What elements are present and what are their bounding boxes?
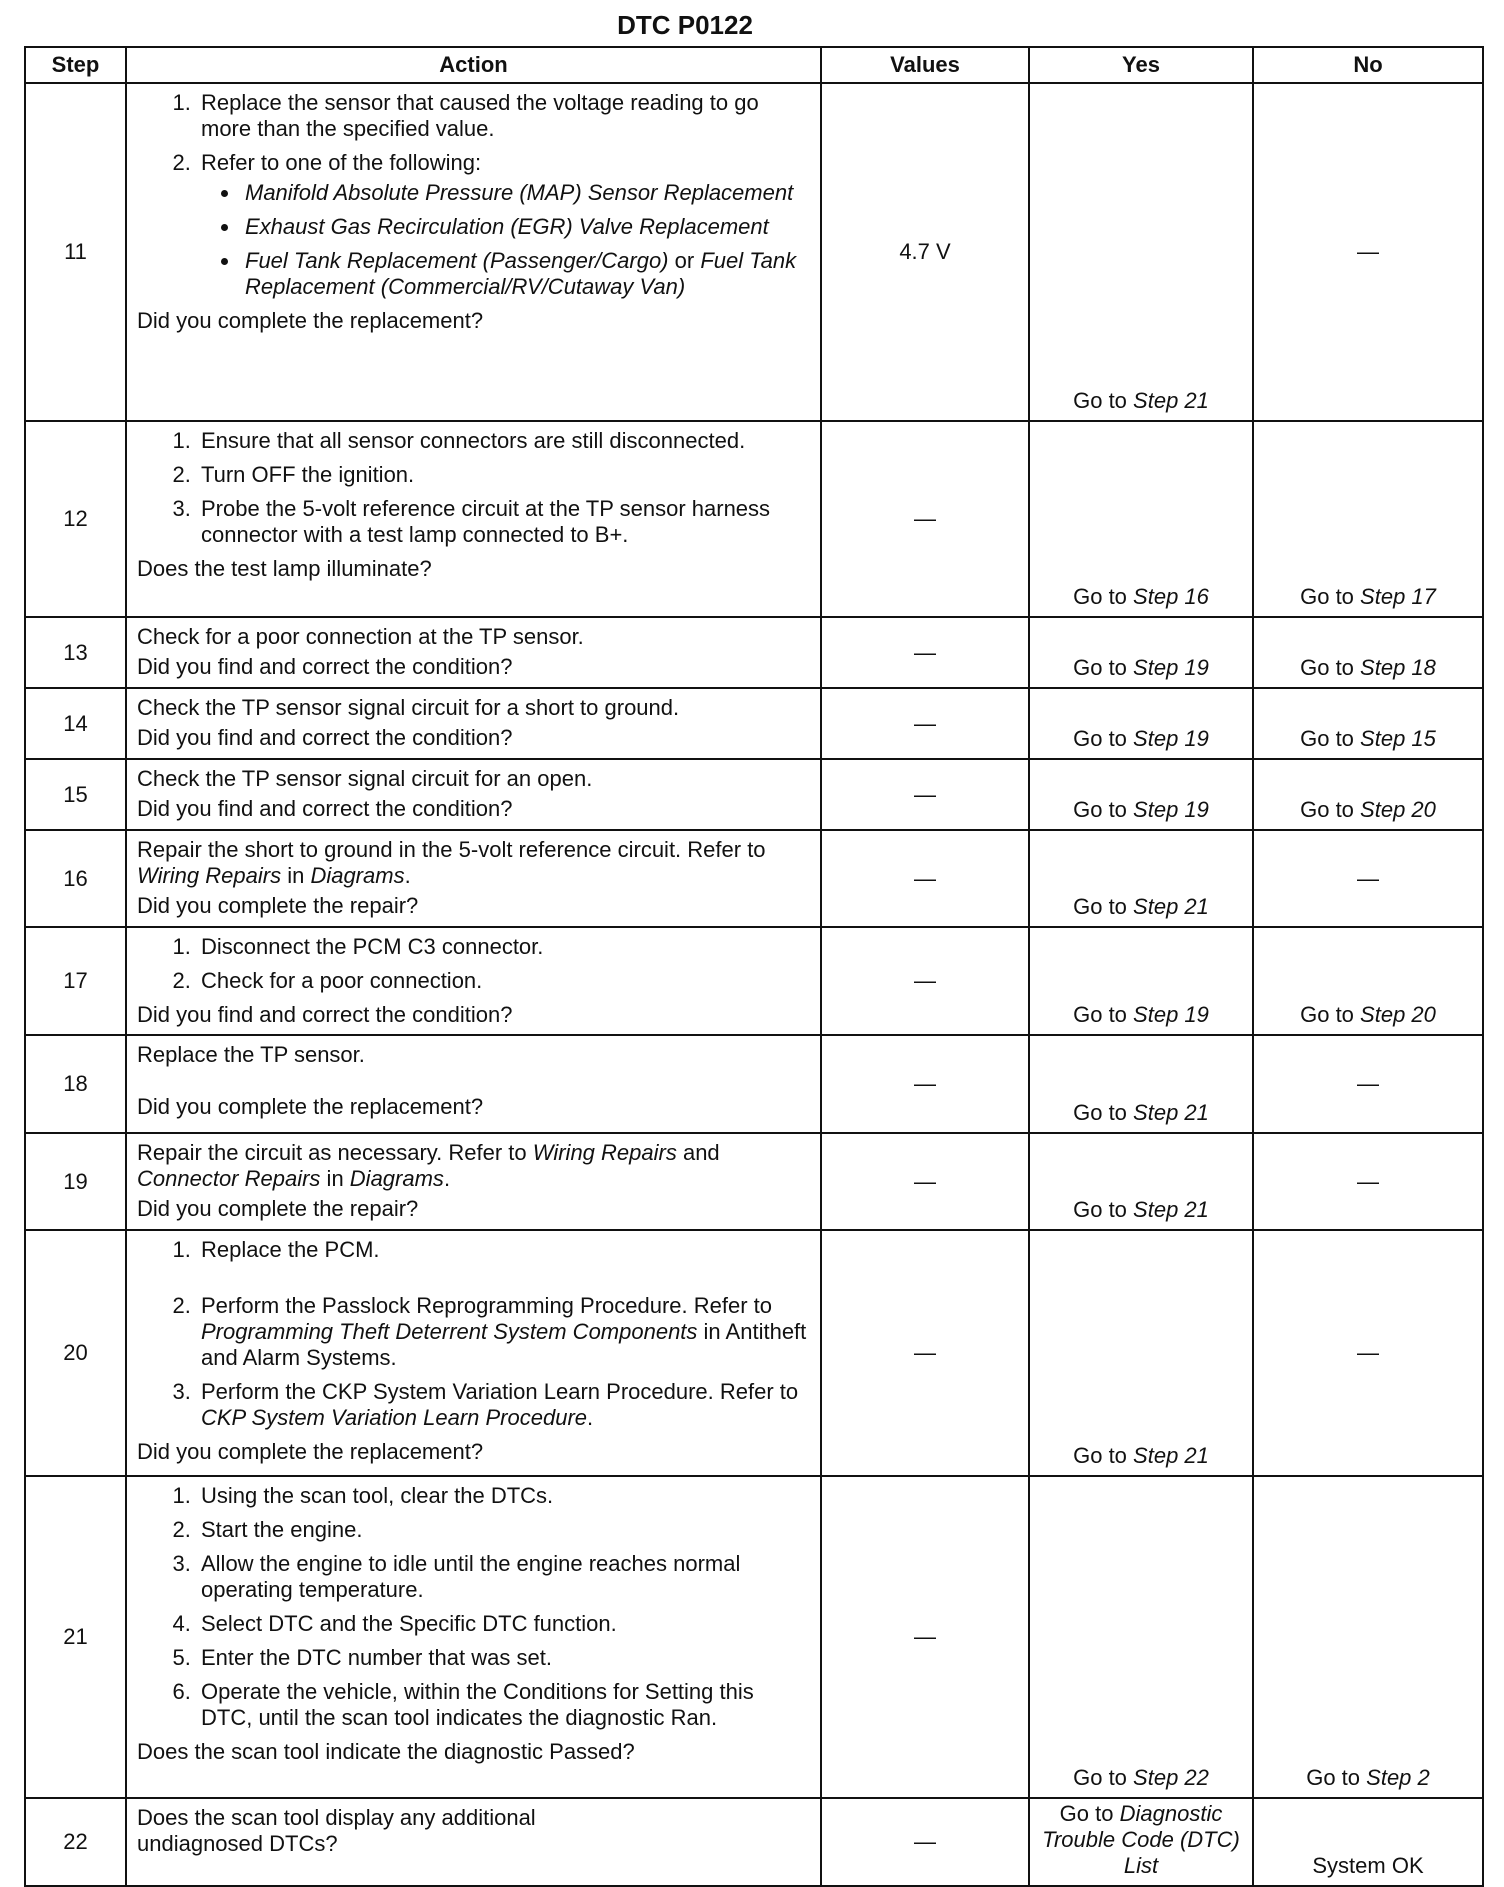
step-link[interactable]: Step 21: [1133, 1197, 1209, 1222]
header-values: Values: [821, 47, 1029, 83]
go-to-label: Go to: [1073, 1100, 1127, 1125]
go-to-label: Go to: [1073, 655, 1127, 680]
table-row: [25, 1798, 1483, 1886]
go-to-label: Go to: [1073, 1197, 1127, 1222]
go-to-label: Go to: [1300, 1002, 1354, 1027]
go-to-label: Go to: [1306, 1765, 1361, 1790]
action-text-part: and: [676, 1140, 720, 1165]
step-number: 14: [25, 688, 126, 759]
step-link[interactable]: Step 20: [1360, 1002, 1436, 1027]
question-text: Did you complete the replacement?: [137, 1439, 484, 1464]
action-cell: [126, 1133, 821, 1230]
step-link[interactable]: Step 21: [1133, 1443, 1209, 1468]
value-cell: —: [821, 1035, 1029, 1133]
step-link[interactable]: Step 19: [1133, 726, 1209, 751]
reference-link[interactable]: Diagrams: [310, 863, 405, 888]
go-to-label: Go to: [1059, 1801, 1114, 1826]
go-to-label: Go to: [1300, 655, 1354, 680]
yes-cell: [1029, 1133, 1253, 1230]
value-cell: —: [821, 927, 1029, 1035]
go-to-label: Go to: [1073, 388, 1127, 413]
header-no: No: [1253, 47, 1483, 83]
yes-cell: [1029, 1798, 1253, 1886]
action-step: 3. Allow the engine to idle until the engine reaches normal operating temperature.: [197, 1551, 810, 1603]
action-step: [197, 150, 810, 300]
step-link[interactable]: Step 18: [1360, 655, 1436, 680]
action-step: 1. Replace the sensor that caused the voltage reading to go more than the specified value.: [197, 90, 810, 142]
action-step: 2. Turn OFF the ignition.: [197, 462, 810, 488]
value-cell: —: [821, 1476, 1029, 1798]
question-text: Did you find and correct the condition?: [137, 725, 513, 750]
yes-cell: [1029, 1476, 1253, 1798]
step-link[interactable]: Step 21: [1133, 1100, 1209, 1125]
action-text-part: Perform the Passlock Reprogramming Procedure. Refer to: [201, 1293, 773, 1318]
question-text: Did you complete the replacement?: [137, 1094, 484, 1119]
table-row: [25, 83, 1483, 421]
reference-link[interactable]: CKP System Variation Learn Procedure: [201, 1405, 587, 1430]
step-number: 20: [25, 1230, 126, 1476]
step-link[interactable]: Step 22: [1133, 1765, 1209, 1790]
reference-link[interactable]: Wiring Repairs: [137, 863, 282, 888]
table-row: [25, 1133, 1483, 1230]
action-text: Refer to one of the following:: [201, 150, 482, 175]
value-cell: 4.7 V: [821, 83, 1029, 421]
action-text-part: in: [281, 863, 311, 888]
action-cell: [126, 927, 821, 1035]
yes-cell: [1029, 83, 1253, 421]
action-step: 3. Probe the 5-volt reference circuit at the TP sensor harness connector with a test lamp connected to B+.: [197, 496, 810, 548]
reference-link[interactable]: Exhaust Gas Recirculation (EGR) Valve Replacement: [245, 214, 769, 239]
step-link[interactable]: Step 19: [1133, 797, 1209, 822]
header-step: Step: [25, 47, 126, 83]
action-cell: [126, 421, 821, 617]
action-step: 4. Select DTC and the Specific DTC function.: [197, 1611, 810, 1637]
question-text: Did you complete the replacement?: [137, 308, 484, 333]
value-cell: —: [821, 759, 1029, 830]
yes-cell: [1029, 688, 1253, 759]
action-text-part: .: [587, 1405, 594, 1430]
reference-item: [241, 248, 810, 300]
action-step: 6. Operate the vehicle, within the Conditions for Setting this DTC, until the scan tool indicates the diagnostic Ran.: [197, 1679, 810, 1731]
action-step: [197, 1379, 810, 1431]
no-cell: [1253, 688, 1483, 759]
action-cell: [126, 1035, 821, 1133]
header-action: Action: [126, 47, 821, 83]
action-text-part: in Antitheft and Alarm Systems.: [201, 1319, 807, 1370]
page-title: DTC P0122: [617, 10, 753, 40]
table-row: [25, 421, 1483, 617]
value-cell: —: [821, 421, 1029, 617]
question-text: Does the scan tool indicate the diagnostic Passed?: [137, 1739, 635, 1764]
step-number: 16: [25, 830, 126, 927]
action-text: [137, 837, 810, 889]
yes-cell: [1029, 617, 1253, 688]
action-step: 1. Using the scan tool, clear the DTCs.: [197, 1483, 810, 1509]
reference-link[interactable]: Fuel Tank Replacement (Commercial/RV/Cutaway Van): [245, 248, 797, 299]
action-cell: [126, 1476, 821, 1798]
action-cell: [126, 688, 821, 759]
yes-cell: [1029, 421, 1253, 617]
no-cell: [1253, 1476, 1483, 1798]
go-to-label: Go to: [1073, 797, 1127, 822]
go-to-label: Go to: [1300, 726, 1354, 751]
no-cell: —: [1253, 830, 1483, 927]
action-cell: [126, 617, 821, 688]
question-text: Does the test lamp illuminate?: [137, 556, 432, 581]
go-to-label: Go to: [1073, 1002, 1127, 1027]
value-cell: —: [821, 1798, 1029, 1886]
yes-cell: [1029, 830, 1253, 927]
table-row: [25, 830, 1483, 927]
reference-item: [241, 180, 810, 206]
action-step: 5. Enter the DTC number that was set.: [197, 1645, 810, 1671]
action-text-part: .: [443, 1166, 451, 1191]
action-step: 2. Check for a poor connection.: [197, 968, 810, 994]
step-link[interactable]: Step 19: [1133, 655, 1209, 680]
yes-cell: [1029, 927, 1253, 1035]
value-cell: —: [821, 1133, 1029, 1230]
question-text: Did you complete the repair?: [137, 893, 419, 918]
step-link[interactable]: Step 21: [1133, 894, 1209, 919]
action-step: 1. Disconnect the PCM C3 connector.: [197, 934, 810, 960]
table-row: [25, 759, 1483, 830]
value-cell: —: [821, 617, 1029, 688]
action-cell: [126, 830, 821, 927]
reference-link[interactable]: Connector Repairs: [137, 1166, 321, 1191]
no-cell: [1253, 421, 1483, 617]
action-step: 1. Replace the PCM.: [197, 1237, 810, 1263]
step-number: 17: [25, 927, 126, 1035]
reference-link[interactable]: Programming Theft Deterrent System Components: [201, 1319, 698, 1344]
step-link[interactable]: Step 15: [1360, 726, 1436, 751]
table-row: [25, 1476, 1483, 1798]
value-cell: —: [821, 1230, 1029, 1476]
step-link[interactable]: Step 21: [1133, 388, 1209, 413]
action-text: [137, 1140, 810, 1192]
go-to-label: Go to: [1073, 894, 1127, 919]
table-row: [25, 688, 1483, 759]
go-to-label: Go to: [1073, 1443, 1127, 1468]
reference-link[interactable]: Manifold Absolute Pressure (MAP) Sensor Replacement: [245, 180, 794, 205]
action-cell: [126, 759, 821, 830]
value-cell: —: [821, 830, 1029, 927]
header-yes: Yes: [1029, 47, 1253, 83]
action-step: 2. Start the engine.: [197, 1517, 810, 1543]
reference-link[interactable]: Diagrams: [349, 1166, 444, 1191]
action-step: 1. Ensure that all sensor connectors are still disconnected.: [197, 428, 810, 454]
action-cell: [126, 83, 821, 421]
question-text: Did you complete the repair?: [137, 1196, 419, 1221]
yes-cell: [1029, 1035, 1253, 1133]
step-number: 18: [25, 1035, 126, 1133]
go-to-label: Go to: [1300, 584, 1354, 609]
action-cell: [126, 1798, 821, 1886]
step-number: 19: [25, 1133, 126, 1230]
action-cell: [126, 1230, 821, 1476]
action-text: Replace the TP sensor.: [137, 1042, 365, 1067]
table-row: [25, 1230, 1483, 1476]
value-cell: —: [821, 688, 1029, 759]
no-cell: —: [1253, 1133, 1483, 1230]
action-text-part: Repair the short to ground in the 5-volt reference circuit. Refer to: [137, 837, 766, 862]
reference-link[interactable]: Wiring Repairs: [532, 1140, 677, 1165]
action-step: [197, 1293, 810, 1371]
go-to-label: Go to: [1073, 1765, 1127, 1790]
reference-item: [241, 214, 810, 240]
yes-cell: [1029, 1230, 1253, 1476]
step-link[interactable]: Step 20: [1360, 797, 1436, 822]
step-link[interactable]: Step 17: [1360, 584, 1436, 609]
step-number: 21: [25, 1476, 126, 1798]
go-to-label: Go to: [1073, 584, 1127, 609]
action-text: Check the TP sensor signal circuit for an open.: [137, 766, 593, 791]
table-row: [25, 617, 1483, 688]
step-link[interactable]: Step 19: [1133, 1002, 1209, 1027]
go-to-label: Go to: [1300, 797, 1354, 822]
question-text: Did you find and correct the condition?: [137, 654, 513, 679]
action-text-part: Perform the CKP System Variation Learn Procedure. Refer to: [201, 1379, 799, 1404]
table-row: [25, 1035, 1483, 1133]
action-text-part: Repair the circuit as necessary. Refer to: [137, 1140, 533, 1165]
no-cell: —: [1253, 1230, 1483, 1476]
no-cell: —: [1253, 1035, 1483, 1133]
step-number: 12: [25, 421, 126, 617]
question-text: Did you find and correct the condition?: [137, 1002, 513, 1027]
reference-link[interactable]: Fuel Tank Replacement (Passenger/Cargo): [245, 248, 669, 273]
table-header-row: [25, 47, 1483, 83]
action-text: Check for a poor connection at the TP sensor.: [137, 624, 584, 649]
question-text: Does the scan tool display any additional undiagnosed DTCs?: [137, 1805, 536, 1856]
no-cell: —: [1253, 83, 1483, 421]
no-cell: System OK: [1253, 1798, 1483, 1886]
step-number: 11: [25, 83, 126, 421]
table-row: [25, 927, 1483, 1035]
question-text: Did you find and correct the condition?: [137, 796, 513, 821]
yes-cell: [1029, 759, 1253, 830]
step-number: 15: [25, 759, 126, 830]
action-text: Check the TP sensor signal circuit for a short to ground.: [137, 695, 680, 720]
diagnostic-table: [24, 46, 1484, 1887]
action-text: or: [668, 248, 701, 273]
no-cell: [1253, 617, 1483, 688]
reference-link[interactable]: Diagnostic Trouble Code (DTC) List: [1042, 1801, 1240, 1878]
step-link[interactable]: Step 16: [1133, 584, 1209, 609]
step-link[interactable]: Step 2: [1366, 1765, 1430, 1790]
no-cell: [1253, 759, 1483, 830]
no-cell: [1253, 927, 1483, 1035]
step-number: 13: [25, 617, 126, 688]
step-number: 22: [25, 1798, 126, 1886]
go-to-label: Go to: [1073, 726, 1127, 751]
action-text-part: .: [404, 863, 411, 888]
action-text-part: in: [320, 1166, 350, 1191]
